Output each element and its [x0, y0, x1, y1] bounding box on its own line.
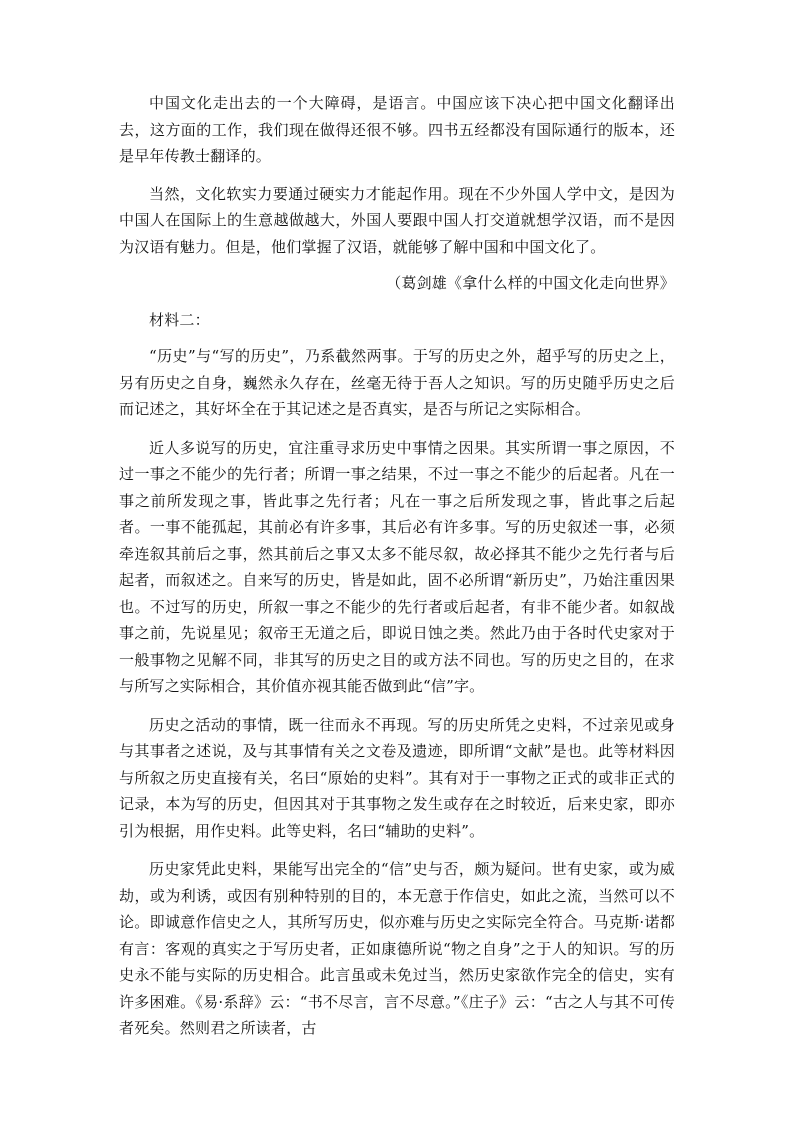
- material1-source: （葛剑雄《拿什么样的中国文化走向世界》: [386, 274, 675, 292]
- document-page: [119, 90, 675, 1042]
- material2-paragraph-1: “历史”与“写的历史”，乃系截然两事。于写的历史之外，超乎写的历史之上，另有历史之自身，巍然永久存在，丝毫无待于吾人之知识。写的历史随乎历史之后而记述之，其好坏全在于其记述之是否真实，是否与所记之实际相合。: [119, 347, 675, 418]
- material1-paragraph-2: 当然，文化软实力要通过硬实力才能起作用。现在不少外国人学中文，是因为中国人在国际上的生意越做越大，外国人要跟中国人打交道就想学汉语，而不是因为汉语有魅力。但是，他们掌握了汉语，就能够了解中国和中国文化了。: [119, 184, 675, 256]
- material2-paragraph-4: 历史家凭此史料，果能写出完全的“信”史与否，颇为疑问。世有史家，或为威劫，或为利诱，或因有别种特别的目的，本无意于作信史，如此之流，当然可以不论。即诚意作信史之人，其所写历史，似亦难与历史之实际完全符合。马克斯·诺都有言：客观的真实之于写历史者，正如康德所说“物之自身”之于人的知识。写的历史永不能与实际的历史相合。此言虽或未免过当，然历史家欲作完全的信史，实有许多困难。《易·系辞》云：“书不尽言，言不尽意。”《庄子》云：“古之人与其不可传者死矣。然则君之所读者，古: [119, 860, 675, 1037]
- material2-paragraph-3: 历史之活动的事情，既一往而永不再现。写的历史所凭之史料，不过亲见或身与其事者之述说，及与其事情有关之文卷及遗迹，即所谓“文献”是也。此等材料因与所叙之历史直接有关，名曰“原始的史料”。其有对于一事物之正式的或非正式的记录，本为写的历史，但因其对于其事物之发生或存在之时较近，后来史家，即亦引为根据，用作史料。此等史料，名曰“辅助的史料”。: [119, 715, 675, 840]
- material2-paragraph-2: 近人多说写的历史，宜注重寻求历史中事情之因果。其实所谓一事之原因，不过一事之不能少的先行者；所谓一事之结果，不过一事之不能少的后起者。凡在一事之前所发现之事，皆此事之先行者；凡在一事之后所发现之事，皆此事之后起者。一事不能孤起，其前必有许多事，其后必有许多事。写的历史叙述一事，必须牵连叙其前后之事，然其前后之事又太多不能尽叙，故必择其不能少之先行者与后起者，而叙述之。自来写的历史，皆是如此，固不必所谓“新历史”，乃始注重因果也。不过写的历史，所叙一事之不能少的先行者或后起者，有非不能少者。如叙战事之前，先说星见；叙帝王无道之后，即说日蚀之类。然此乃由于各时代史家对于一般事物之见解不同，非其写的历史之目的或方法不同也。写的历史之目的，在求与所写之实际相合，其价值亦视其能否做到此“信”字。: [119, 438, 675, 695]
- material2-heading: 材料二：: [149, 310, 210, 329]
- material1-paragraph-1: 中国文化走出去的一个大障碍，是语言。中国应该下决心把中国文化翻译出去，这方面的工作，我们现在做得还很不够。四书五经都没有国际通行的版本，还是早年传教士翻译的。: [119, 94, 675, 165]
